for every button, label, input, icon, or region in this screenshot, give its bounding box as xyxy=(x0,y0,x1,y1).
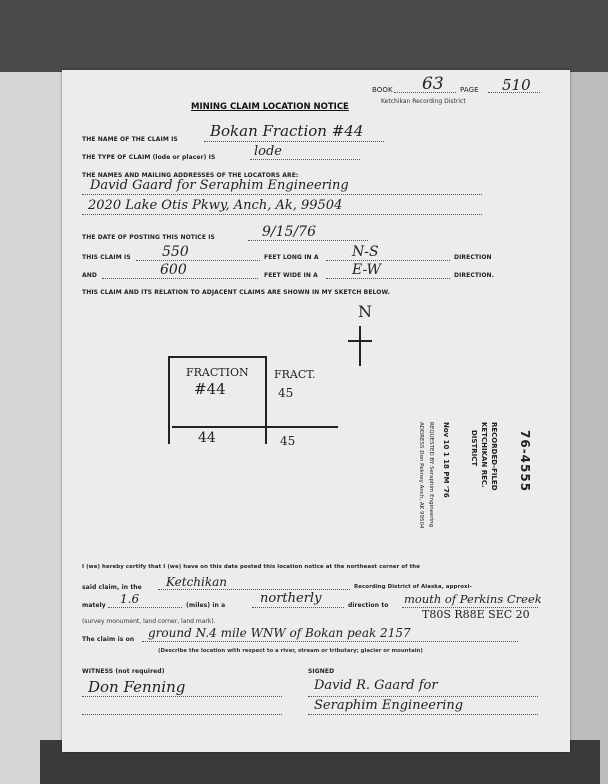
length-direction: N-S xyxy=(352,244,379,260)
book-label: BOOK xyxy=(372,86,393,94)
distance-value: 1.6 xyxy=(120,592,140,606)
scan-top-band xyxy=(0,0,608,72)
certify-line-3-suffix: direction to xyxy=(348,602,389,609)
feet-long-label: FEET LONG IN A xyxy=(264,254,319,261)
claim-on-value: ground N.4 mile WNW of Bokan peak 2157 xyxy=(148,626,411,640)
book-value: 63 xyxy=(422,74,444,94)
length-value: 550 xyxy=(162,244,189,260)
recorded-date: Nov 10 1 18 PM '76 xyxy=(442,422,450,498)
sketch-box-right xyxy=(265,356,267,444)
width-direction: E-W xyxy=(352,262,381,278)
document-number: 76-4555 xyxy=(518,430,532,493)
sketch-intro: THIS CLAIM AND ITS RELATION TO ADJACENT CLAIMS ARE SHOWN IN MY SKETCH BELOW. xyxy=(82,289,391,296)
address: ADDRESS Don Pekney Anch, AK 99504 xyxy=(418,422,424,529)
north-arrow-shaft xyxy=(359,326,361,366)
direction-value: northerly xyxy=(260,591,322,606)
direction-label-1: DIRECTION xyxy=(454,254,492,261)
box-label-2: #44 xyxy=(194,380,226,398)
right-label-2: 45 xyxy=(278,386,294,400)
north-arrow-cross xyxy=(348,340,372,342)
page-label: PAGE xyxy=(460,86,479,94)
posting-date-label: THE DATE OF POSTING THIS NOTICE IS xyxy=(82,234,215,241)
document-title: MINING CLAIM LOCATION NOTICE xyxy=(191,102,349,112)
sketch-box-left xyxy=(168,356,170,444)
certify-line-2-prefix: said claim, in the xyxy=(82,584,142,591)
recorded-line-2: KETCHIKAN REC. xyxy=(480,422,488,488)
describe-note: (Describe the location with respect to a river, stream or tributary; glacier or mountain) xyxy=(158,648,423,654)
locators-line-1: David Gaard for Seraphim Engineering xyxy=(90,178,349,193)
signed-line-1: David R. Gaard for xyxy=(314,678,438,693)
signed-line-2: Seraphim Engineering xyxy=(314,698,464,713)
claim-is-label: THIS CLAIM IS xyxy=(82,254,131,261)
claim-type-label: THE TYPE OF CLAIM (lode or placer) IS xyxy=(82,154,216,161)
sketch-baseline xyxy=(172,426,338,428)
and-label: AND xyxy=(82,272,97,279)
right-label-1: FRACT. xyxy=(274,368,316,381)
district-value: Ketchikan xyxy=(166,575,228,589)
certify-line-3-mid: (miles) in a xyxy=(186,602,226,609)
certify-line-1: I (we) hereby certify that I (we) have on this date posted this location notice at the northeast corner of the xyxy=(82,564,420,570)
requested-by: REQUESTED BY Seraphim Engineering xyxy=(428,422,434,528)
certify-line-2-suffix: Recording District of Alaska, approxi- xyxy=(354,584,472,590)
scan-left-margin xyxy=(0,72,62,784)
claim-on-label: The claim is on xyxy=(82,636,135,643)
recorded-line-1: RECORDED-FILED xyxy=(490,422,498,491)
locators-line-2: 2020 Lake Otis Pkwy, Anch, Ak, 99504 xyxy=(88,198,343,213)
width-value: 600 xyxy=(160,262,187,278)
witness-label: WITNESS (not required) xyxy=(82,668,165,675)
witness-signature: Don Fenning xyxy=(88,678,186,696)
posting-date-value: 9/15/76 xyxy=(262,224,316,240)
survey-note: (survey monument, land corner, land mark). xyxy=(82,618,216,625)
landmark-value: mouth of Perkins Creek xyxy=(404,592,542,606)
claim-name-value: Bokan Fraction #44 xyxy=(210,122,364,140)
box-label-1: FRACTION xyxy=(186,366,249,379)
locators-label: THE NAMES AND MAILING ADDRESSES OF THE LOCATORS ARE: xyxy=(82,172,299,179)
claim-type-value: lode xyxy=(254,144,282,159)
claim-notice-document xyxy=(62,70,570,752)
township-value: T80S R88E SEC 20 xyxy=(422,608,530,621)
recorded-line-3: DISTRICT xyxy=(470,430,478,467)
certify-line-3-prefix: mately xyxy=(82,602,106,609)
direction-label-2: DIRECTION. xyxy=(454,272,495,279)
recording-district: Ketchikan Recording District xyxy=(381,98,466,105)
signed-label: SIGNED xyxy=(308,668,335,675)
bottom-left-label: 44 xyxy=(198,430,216,446)
feet-wide-label: FEET WIDE IN A xyxy=(264,272,318,279)
bottom-right-label: 45 xyxy=(280,434,296,448)
north-label: N xyxy=(358,302,372,321)
page-value: 510 xyxy=(502,76,531,94)
sketch-box-top xyxy=(168,356,266,358)
claim-name-label: THE NAME OF THE CLAIM IS xyxy=(82,136,178,143)
